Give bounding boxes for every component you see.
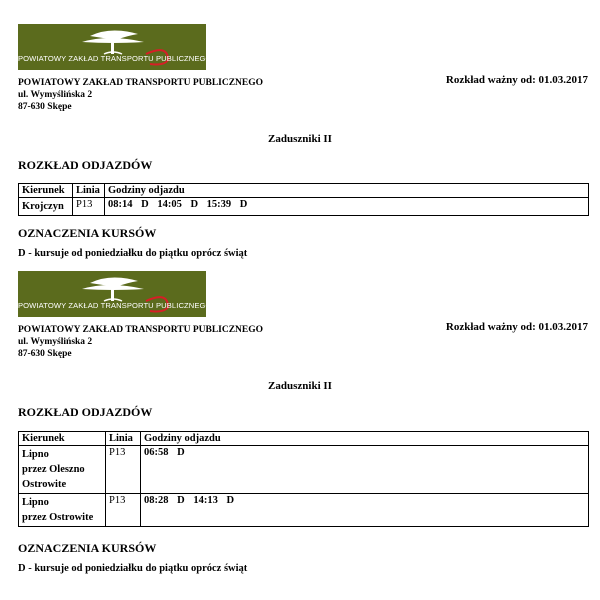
company-logo bbox=[18, 271, 212, 317]
company-name: POWIATOWY ZAKŁAD TRANSPORTU PUBLICZNEGO bbox=[18, 78, 264, 88]
logo-text: POWIATOWY ZAKŁAD TRANSPORTU PUBLICZNEGO bbox=[18, 54, 212, 63]
row-line: P13 bbox=[106, 446, 141, 494]
stop-name: Zaduszniki II bbox=[268, 133, 332, 145]
legend-title: OZNACZENIA KURSÓW bbox=[18, 226, 157, 240]
header-direction: Kierunek bbox=[19, 184, 73, 198]
row-line: P13 bbox=[73, 198, 105, 216]
valid-from: Rozkład ważny od: 01.03.2017 bbox=[445, 74, 588, 86]
valid-from: Rozkład ważny od: 01.03.2017 bbox=[445, 321, 588, 333]
company-name: POWIATOWY ZAKŁAD TRANSPORTU PUBLICZNEGO bbox=[18, 325, 264, 335]
city: 87-630 Skępe bbox=[18, 349, 72, 359]
company-address bbox=[18, 324, 263, 360]
table-row bbox=[19, 446, 589, 494]
section-title: ROZKŁAD ODJAZDÓW bbox=[18, 405, 153, 419]
row-direction: Lipno przez Oleszno Ostrowite bbox=[19, 446, 106, 494]
city: 87-630 Skępe bbox=[18, 102, 72, 112]
header-times: Godziny odjazdu bbox=[105, 184, 589, 198]
row-line: P13 bbox=[106, 494, 141, 527]
row-times: 08:28 D 14:13 D bbox=[141, 494, 589, 527]
legend-text: D - kursuje od poniedziałku do piątku oprócz świąt bbox=[18, 248, 248, 259]
logo-text: POWIATOWY ZAKŁAD TRANSPORTU PUBLICZNEGO bbox=[18, 301, 212, 310]
header-line: Linia bbox=[106, 432, 141, 446]
timetable bbox=[18, 431, 589, 527]
tree-logo-icon bbox=[18, 271, 212, 317]
section-title: ROZKŁAD ODJAZDÓW bbox=[18, 158, 153, 172]
table-row bbox=[19, 494, 589, 527]
legend-text: D - kursuje od poniedziałku do piątku oprócz świąt bbox=[18, 563, 248, 574]
street: ul. Wymyślińska 2 bbox=[18, 337, 93, 347]
table-header-row bbox=[19, 432, 589, 446]
street: ul. Wymyślińska 2 bbox=[18, 90, 93, 100]
stop-name: Zaduszniki II bbox=[268, 380, 332, 392]
row-direction: Krojczyn bbox=[19, 198, 73, 216]
header-direction: Kierunek bbox=[19, 432, 106, 446]
legend-title: OZNACZENIA KURSÓW bbox=[18, 541, 157, 555]
row-times: 08:14 D 14:05 D 15:39 D bbox=[105, 198, 589, 216]
row-times: 06:58 D bbox=[141, 446, 589, 494]
row-direction: Lipno przez Ostrowite bbox=[19, 494, 106, 527]
header-times: Godziny odjazdu bbox=[141, 432, 589, 446]
header-line: Linia bbox=[73, 184, 105, 198]
